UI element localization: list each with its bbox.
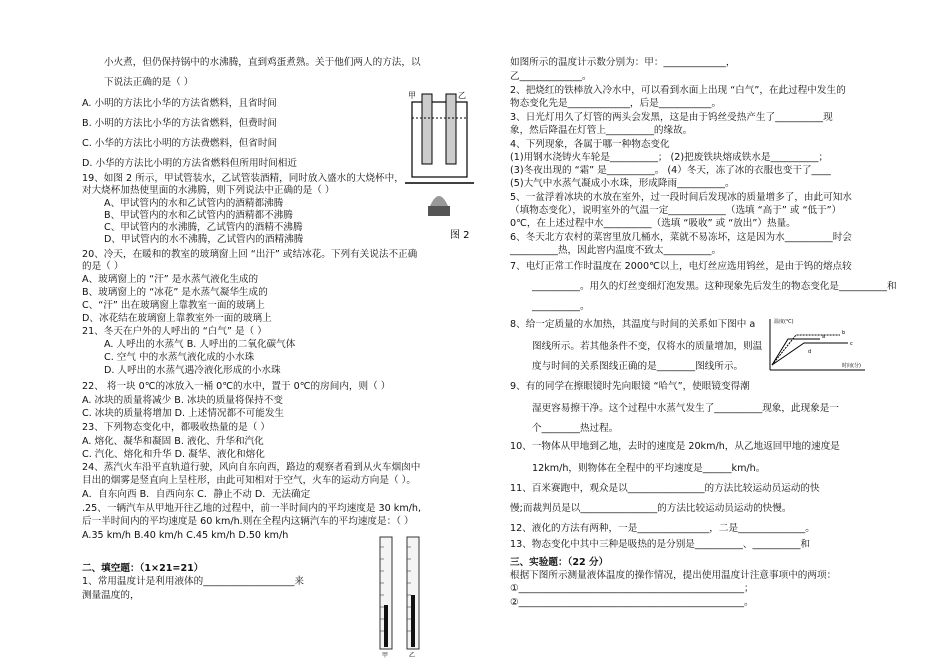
text-line: 8、给一定质量的水加热，其温度与时间的关系如下图中 a — [510, 319, 756, 330]
text-line: 19、如图 2 所示，甲试管装水，乙试管装酒精，同时放入盛水的大烧杯中， — [82, 173, 404, 184]
graph-curve-d: d — [808, 349, 812, 355]
text-line: 小火煮，但仍保持锅中的水沸腾，直到鸡蛋煮熟。关于他们两人的方法，以 — [104, 57, 421, 68]
text-line: C. 冰块的质量将增加 D. 上述情况都不可能发生 — [82, 408, 285, 419]
text-line: 湿更容易擦干净。这个过程中水蒸气发生了__________现象，此现象是一 — [532, 403, 839, 414]
graph-curve-a: a — [822, 334, 826, 340]
text-line: ①_______________________________________________； — [510, 583, 754, 594]
text-line: 24、蒸汽火车沿平直轨道行驶，风向自东向西，路边的观察者看到从火车烟囱中 — [82, 462, 421, 473]
text-line: ②_______________________________________________。 — [510, 597, 754, 608]
text-line: A. 熔化、凝华和凝固 B. 液化、升华和汽化 — [82, 436, 264, 447]
text-line: 20、冷天，在暖和的教室的玻璃窗上回 “出汗” 或结冰花。下列有关说法不正确 — [82, 249, 418, 260]
text-line: 22、 将一块 0℃的冰放入一桶 0℃的水中，置于 0℃的房间内，则（ ） — [82, 381, 391, 392]
thermo-label-yi: 乙 — [409, 652, 416, 658]
text-line: A. 冰块的质量将减少 B. 冰块的质量将保持不变 — [82, 395, 283, 406]
text-line: 7、电灯正常工作时温度在 2000℃以上，电灯丝应选用钨丝，是由于钨的熔点较 — [510, 261, 852, 272]
text-line: A、玻璃窗上的 “汗” 是水蒸气液化生成的 — [82, 274, 259, 285]
text-line: C、甲试管内的水沸腾，乙试管内的酒精不沸腾 — [104, 222, 303, 233]
text-line: 13、物态变化中其中三种是吸热的是分别是__________、__________和 — [510, 539, 811, 550]
graph-curve-b: b — [842, 330, 846, 336]
text-line: 23、下列物态变化中，都吸收热量的是（ ） — [82, 422, 270, 433]
beaker-label-yi: 乙 — [458, 91, 466, 100]
graph-y-label: 温度(℃) — [774, 319, 794, 325]
text-line: 9、有的同学在擦眼镜时先向眼镜 “哈气”，使眼镜变得潮 — [510, 381, 750, 392]
text-line: 后一半时间内的平均速度是 60 km/h.则在全程内这辆汽车的平均速度是：（ ） — [82, 516, 414, 527]
text-line: C. 汽化、熔化和升华 D. 凝华、液化和熔化 — [82, 449, 265, 460]
text-line: __________。 — [532, 301, 590, 312]
text-line: 下说法正确的是（ ） — [104, 77, 194, 88]
text-line: 6、冬天北方农村的菜窖里放几桶水，菜就不易冻坏，这是因为水__________时会 — [510, 232, 852, 243]
text-line: 测量温度的， — [82, 590, 140, 601]
text-line: D、甲试管内的水不沸腾，乙试管内的酒精沸腾 — [104, 234, 304, 245]
text-line: A．自东向西 B．自西向东 C．静止不动 D．无法确定 — [82, 489, 311, 500]
text-line: A.35 km/h B.40 km/h C.45 km/h D.50 km/h — [82, 530, 289, 541]
text-line: B、玻璃窗上的 “冰花” 是水蒸气凝华生成的 — [82, 287, 268, 298]
text-line: A. 小明的方法比小华的方法省燃料，且省时间 — [82, 98, 277, 109]
text-line: 二、填空题：（1×21=21） — [82, 563, 204, 574]
beakers-caption: 图 2 — [450, 230, 470, 241]
text-line: 如图所示的温度计示数分别为：甲：_____________， — [510, 57, 736, 68]
text-line: 根据下图所示测量液体温度的操作情况，提出使用温度计注意事项中的两项： — [510, 570, 837, 581]
text-line: 目出的烟雾是竖直向上呈柱形，由此可知相对于空气，火车的运动方向是（ ）。 — [82, 475, 417, 486]
text-line: 4、下列现象，各属于哪一种物态变化 — [510, 139, 670, 150]
text-line: D、冰花结在玻璃窗上靠教室外一面的玻璃上 — [82, 313, 272, 324]
text-line: B、甲试管内的水和乙试管内的酒精都不沸腾 — [104, 210, 293, 221]
text-line: (5)大气中水蒸气凝成小水珠，形成降雨__________。 — [510, 178, 735, 189]
beakers-figure — [400, 88, 480, 243]
text-line: 12km/h，则物体在全程中的平均速度是______km/h。 — [532, 463, 766, 474]
text-line: C. 小华的方法比小明的方法费燃料，但省时间 — [82, 138, 278, 149]
text-line: B. 小明的方法比小华的方法省燃料，但费时间 — [82, 118, 277, 129]
beaker-label-jia: 甲 — [408, 91, 416, 100]
text-line: C. 空气 中的水蒸气液化成的小水珠 — [104, 352, 255, 363]
text-line: 12、液化的方法有两种，一是_______________，二是______________。 — [510, 523, 815, 534]
text-line: C、“汗” 出在玻璃窗上靠教室一面的玻璃上 — [82, 300, 265, 311]
text-line: 度与时间的关系图线正确的是________图线所示。 — [532, 361, 744, 372]
text-line: 物态变化先是_____________，后是___________。 — [510, 98, 722, 109]
text-line: 对大烧杯加热使里面的水沸腾，则下列说法中正确的是（ ） — [82, 185, 335, 196]
text-line: (3)冬夜出现的 “霜” 是__________。 (4）冬天，冻了冰的衣服也变干了____ — [510, 165, 831, 176]
text-line: __________。用久的灯丝变细灯泡发黑。这种现象先后发生的物态变化是__________和 — [532, 281, 897, 292]
thermometers-figure — [375, 535, 425, 658]
text-line: A. 人呼出的水蒸气 B. 人呼出的二氧化碳气体 — [104, 339, 296, 350]
text-line: 的是（ ） — [82, 261, 124, 272]
text-line: （填物态变化），说明室外的气温一定____________（选填 “高于” 或 “低于”） — [510, 205, 842, 216]
text-line: 21、冬天在户外的人呼出的 “白气” 是（ ） — [82, 326, 267, 337]
text-line: 3、日光灯用久了灯管的两头会发黑，这是由于钨丝受热产生了__________现 — [510, 112, 833, 123]
text-line: 三、实验题：（22 分） — [510, 557, 609, 568]
text-line: 11、百米赛跑中，观众是以________________的方法比较运动员运动的快 — [510, 483, 820, 494]
text-line: A、甲试管内的水和乙试管内的酒精都沸腾 — [104, 198, 284, 209]
text-line: .25、一辆汽车从甲地开往乙地的过程中，前一半时间内的平均速度是 30 km/h, — [82, 503, 422, 514]
text-line: 0℃，在上述过程中水__________（选填 “吸收” 或 “放出”）热量。 — [510, 218, 796, 229]
text-line: 慢;而裁判员是以________________的方法比较运动员运动的快慢。 — [510, 503, 792, 514]
text-line: 1、常用温度计是利用液体的___________________来 — [82, 576, 304, 587]
temperature-graph — [760, 315, 870, 375]
text-line: 象，然后降温在灯管上__________的缘故。 — [510, 125, 693, 136]
text-line: 5、一盆浮着冰块的水放在室外，过一段时间后发现冰的质量增多了，由此可知水 — [510, 192, 852, 203]
text-line: D. 人呼出的水蒸气遇冷液化形成的小水珠 — [104, 365, 281, 376]
text-line: 10、一物体从甲地到乙地，去时的速度是 20km/h，从乙地返回甲地的速度是 — [510, 441, 840, 452]
text-line: D. 小华的方法比小明的方法省燃料但所用时间相近 — [82, 158, 297, 169]
text-line: (1)用钢水浇铸火车轮是__________； (2)把废铁块熔成铁水是__________； — [510, 152, 829, 163]
text-line: __________热，因此窖内温度不致太__________。 — [510, 245, 722, 256]
text-line: 乙_____________。 — [510, 71, 592, 82]
graph-curve-c: c — [850, 341, 853, 347]
text-line: 个________热过程。 — [532, 423, 619, 434]
text-line: 图线所示。若其他条件不变，仅将水的质量增加，则温 — [532, 341, 763, 352]
thermo-label-jia: 甲 — [382, 652, 389, 658]
graph-x-label: 时间(分) — [842, 363, 861, 369]
text-line: 2、把烧红的铁棒放入冷水中，可以看到水面上出现 “白气”，在此过程中发生的 — [510, 85, 846, 96]
